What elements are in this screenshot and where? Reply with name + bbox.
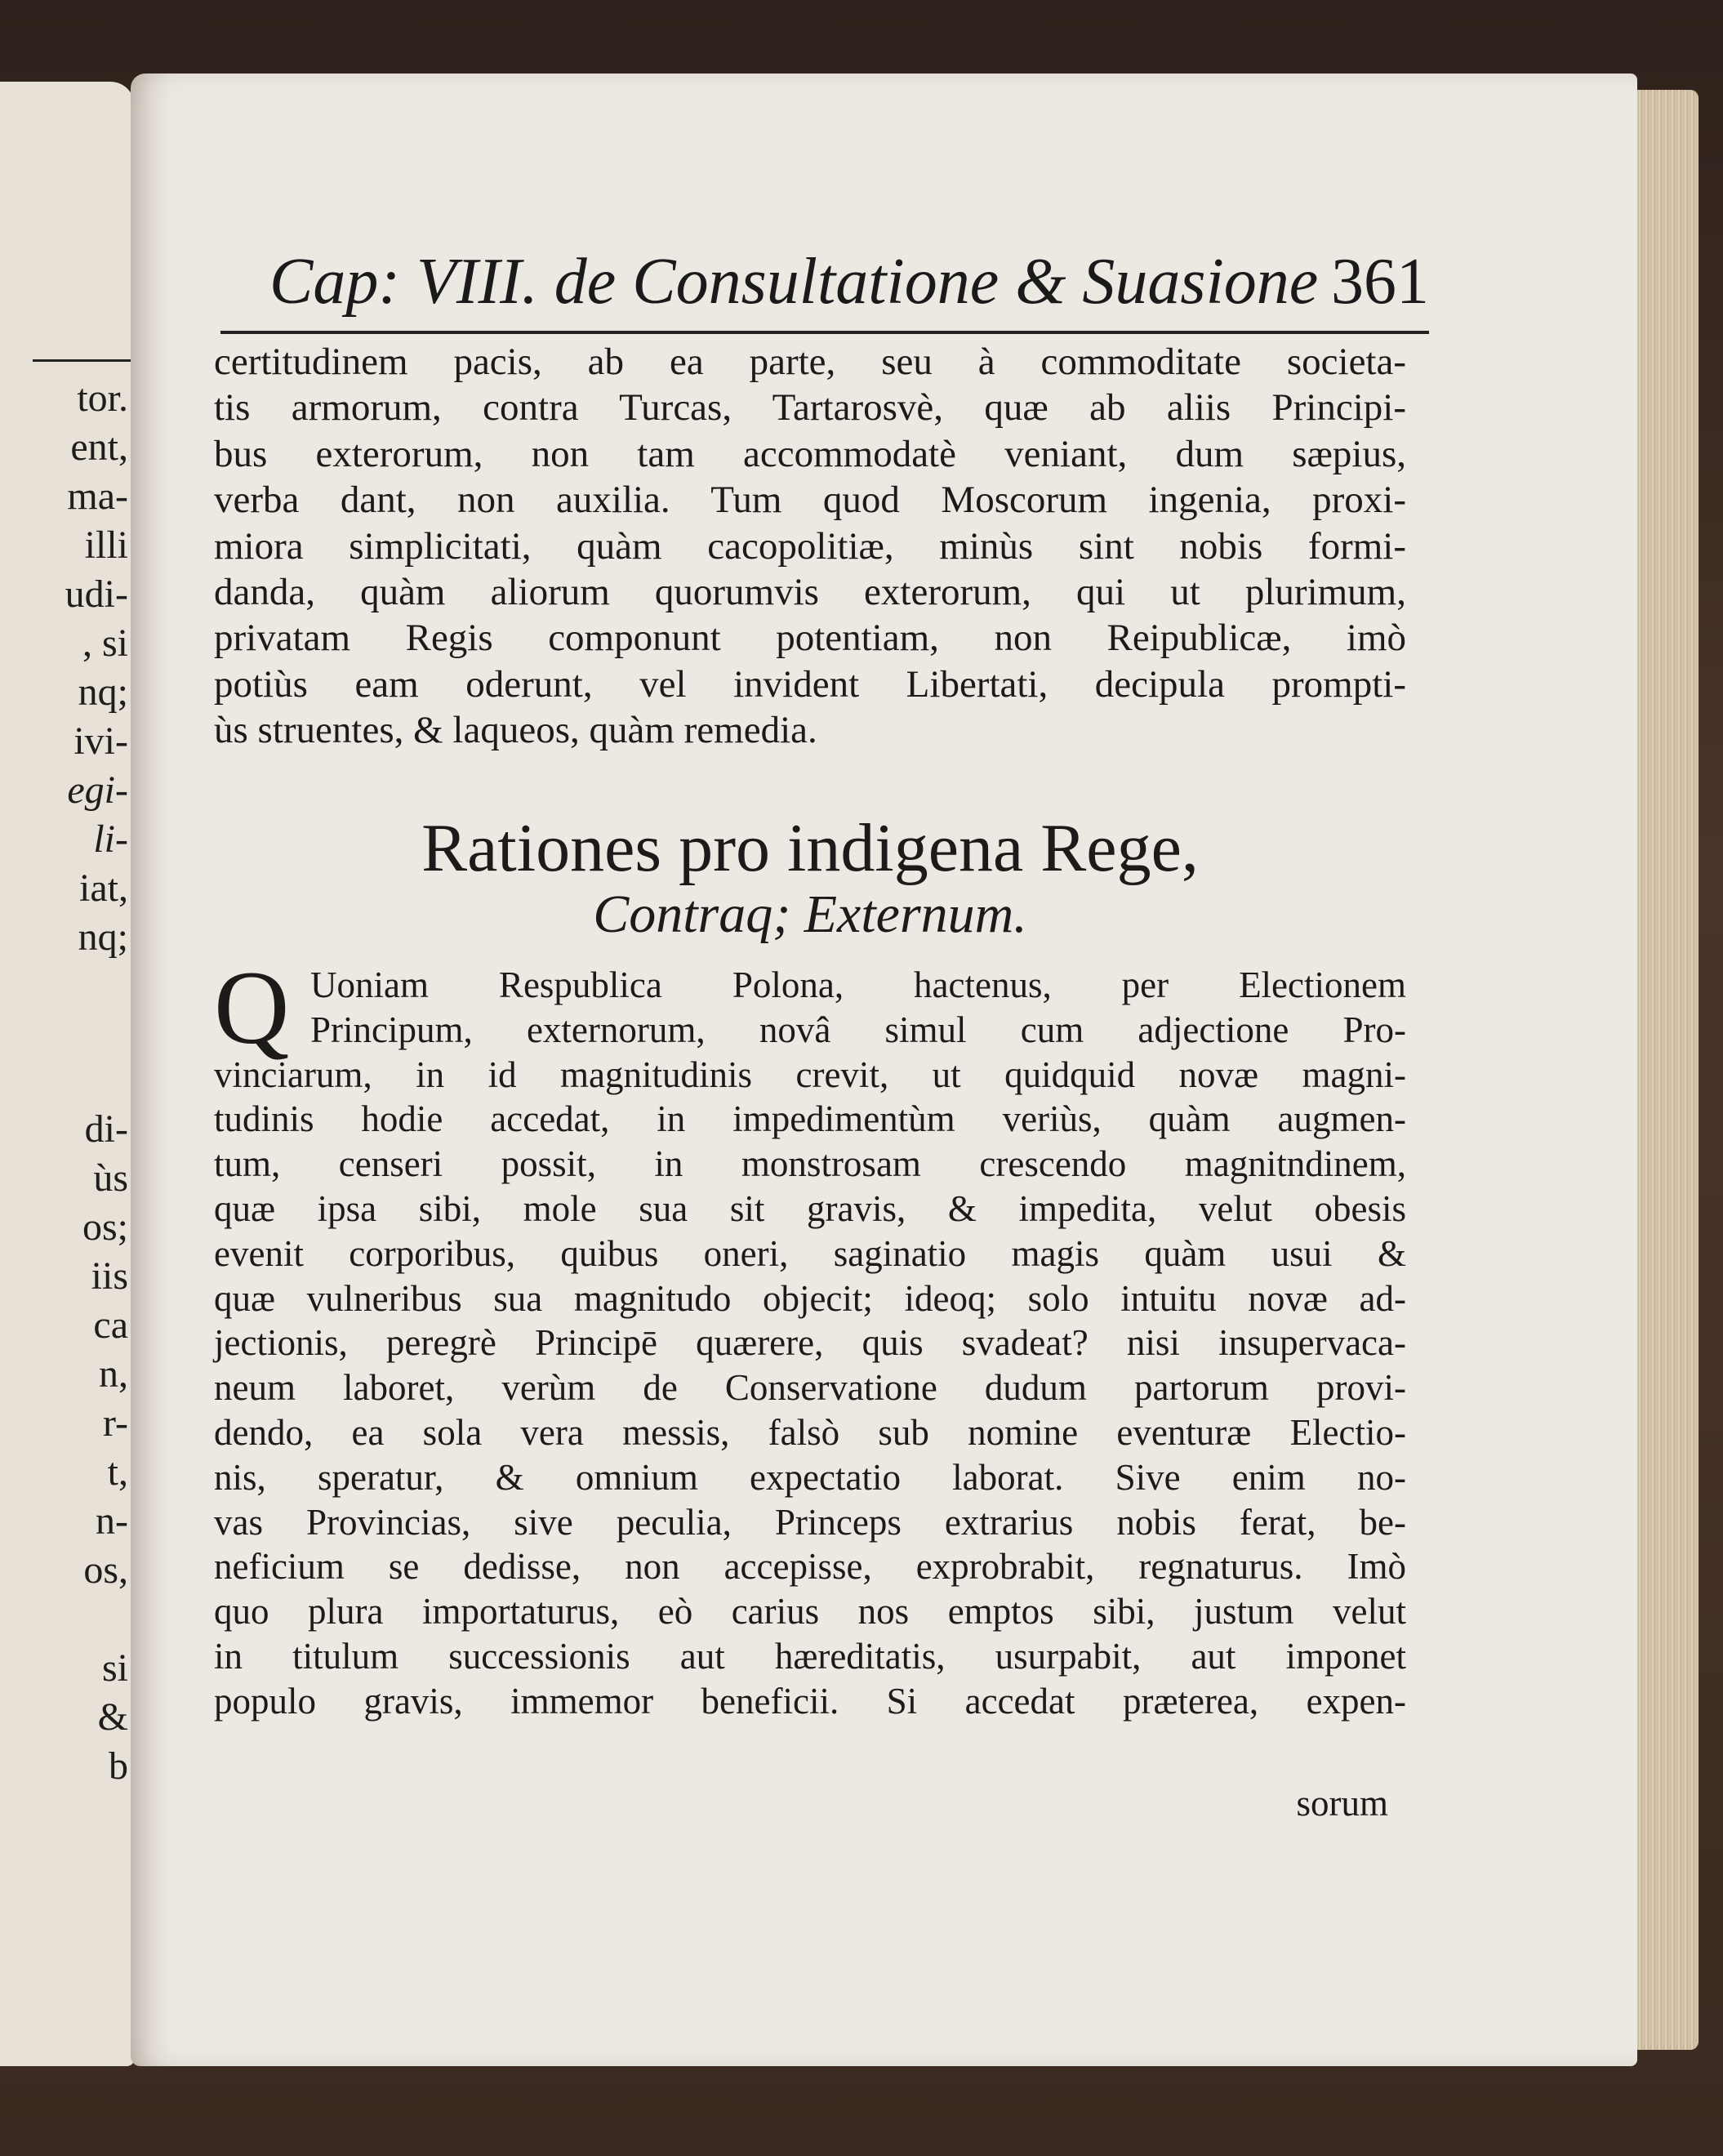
text-line: vas Provincias, sive peculia, Princeps extrarius nobis ferat, be- [214,1501,1406,1543]
section-heading: Rationes pro indigena Rege, [421,810,1199,886]
text-line: danda, quàm aliorum quorumvis exterorum, qui ut plurimum, [214,570,1406,613]
text-line: quæ ipsa sibi, mole sua sit gravis, & impedita, velut obesis [214,1187,1406,1229]
text-line: populo gravis, immemor beneficii. Si accedat præterea, expen- [214,1680,1406,1722]
text-line: tis armorum, contra Turcas, Tartarosvè, quæ ab aliis Principi- [214,386,1406,430]
left-fragment: nq; [78,915,128,959]
text-line: neum laboret, verùm de Conservatione dudum partorum provi- [214,1367,1406,1409]
left-fragment: iat, [79,866,128,910]
left-page-margin [0,82,135,2066]
paragraph-main [214,963,1406,1724]
text-line: dendo, ea sola vera messis, falsò sub nomine eventuræ Electio- [214,1411,1406,1453]
text-line: Uoniam Respublica Polona, hactenus, per Electionem [310,964,1406,1005]
left-fragment: li- [93,817,128,861]
book-page-edges [1629,90,1699,2050]
text-line: ùs struentes, & laqueos, quàm remedia. [214,709,817,752]
catchword: sorum [1296,1783,1388,1824]
left-fragment: ma- [67,474,128,518]
left-fragment: , si [82,621,128,665]
left-fragment: & [97,1695,128,1739]
drop-cap: Q [214,950,290,1066]
left-fragment: ent, [70,425,128,469]
chapter-title: Cap: VIII. de Consultatione & Suasione [269,246,1319,318]
left-fragment: n- [96,1499,128,1543]
left-fragment: iis [91,1254,128,1298]
text-line: bus exterorum, non tam accommodatè veniant, dum sæpius, [214,432,1406,475]
paragraph-continued [214,339,1406,754]
text-line: evenit corporibus, quibus oneri, saginatio magis quàm usui & [214,1232,1406,1274]
text-line: nis, speratur, & omnium expectatio laborat. Sive enim no- [214,1456,1406,1498]
left-fragment: os, [83,1548,128,1592]
left-fragment: ivi- [73,719,128,763]
left-fragment: egi- [67,768,128,812]
left-fragment: di- [84,1107,128,1151]
left-page-rule [33,359,131,362]
left-fragment: udi- [65,572,128,616]
left-fragment: os; [82,1205,128,1249]
text-line: certitudinem pacis, ab ea parte, seu à commoditate societa- [214,341,1406,383]
left-fragment: b [109,1744,128,1788]
left-fragment: r- [102,1401,128,1445]
text-line: quæ vulneribus sua magnitudo objecit; ideoq; solo intuitu novæ ad- [214,1277,1406,1319]
text-line: verba dant, non auxilia. Tum quod Moscorum ingenia, proxi- [214,479,1406,522]
text-line: potiùs eam oderunt, vel invident Libertati, decipula prompti- [214,662,1406,706]
page-number: 361 [1331,246,1429,318]
text-line: miora simplicitati, quàm cacopolitiæ, minùs sint nobis formi- [214,524,1406,568]
left-fragment: n, [99,1352,128,1396]
running-header [269,245,1429,327]
left-fragment: t, [107,1450,128,1494]
left-fragment: ùs [93,1156,128,1200]
left-fragment: nq; [78,670,128,714]
text-line: jectionis, peregrè Principē quærere, quis svadeat? nisi insupervaca- [214,1322,1406,1364]
left-fragment: si [101,1646,128,1690]
header-rule [220,331,1429,334]
text-line: Principum, externorum, novâ simul cum adjectione Pro- [310,1009,1406,1050]
left-fragment: illi [84,523,128,567]
text-line: tudinis hodie accedat, in impedimentùm veriùs, quàm augmen- [214,1098,1406,1140]
left-fragment: tor. [77,376,128,420]
left-fragment: ca [93,1303,128,1347]
text-line: in titulum successionis aut hæreditatis, usurpabit, aut imponet [214,1635,1406,1677]
section-subheading: Contraq; Externum. [593,884,1027,944]
text-line: neficium se dedisse, non accepisse, exprobrabit, regnaturus. Imò [214,1546,1406,1588]
text-line: privatam Regis componunt potentiam, non Reipublicæ, imò [214,617,1406,660]
text-line: quo plura importaturus, eò carius nos emptos sibi, justum velut [214,1591,1406,1633]
text-line: vinciarum, in id magnitudinis crevit, ut quidquid novæ magni- [214,1054,1406,1095]
text-line: tum, censeri possit, in monstrosam crescendo magnitndinem, [214,1143,1406,1185]
